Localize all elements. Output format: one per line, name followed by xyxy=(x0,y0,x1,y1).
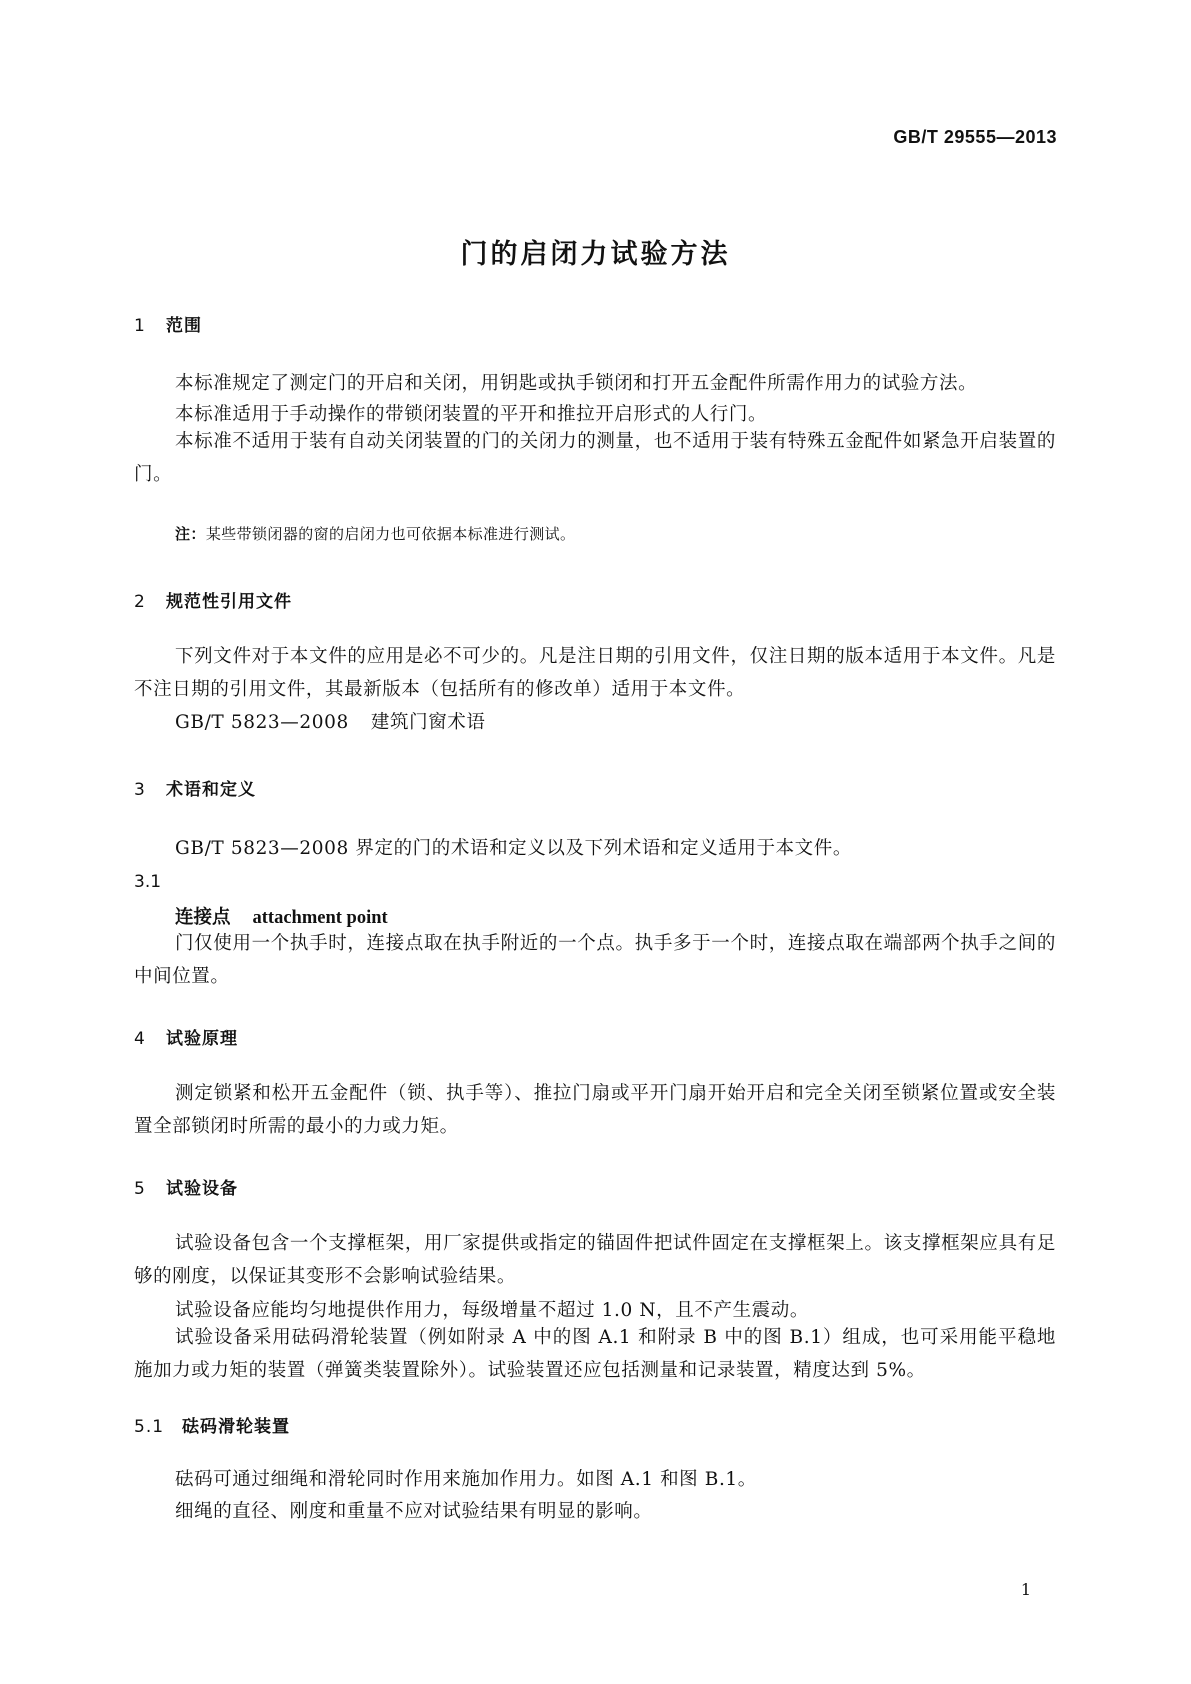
paragraph: GB/T 5823—2008 界定的门的术语和定义以及下列术语和定义适用于本文件。 xyxy=(175,838,852,859)
section-number: 5.1 xyxy=(134,1417,165,1437)
paragraph: 本标准规定了测定门的开启和关闭，用钥匙或执手锁闭和打开五金配件所需作用力的试验方法。 xyxy=(175,373,978,394)
note-text: 某些带锁闭器的窗的启闭力也可依据本标准进行测试。 xyxy=(205,525,576,543)
section-4-heading xyxy=(134,1024,238,1049)
clause-number: 3.1 xyxy=(134,872,162,892)
section-title: 规范性引用文件 xyxy=(166,592,292,612)
note xyxy=(175,523,575,544)
normative-reference xyxy=(175,708,486,734)
paragraph: 砝码可通过细绳和滑轮同时作用来施加作用力。如图 A.1 和图 B.1。 xyxy=(175,1469,757,1490)
section-title: 范围 xyxy=(166,316,202,336)
term-definition: 门仅使用一个执手时，连接点取在执手附近的一个点。执手多于一个时，连接点取在端部两个执手之间的中间位置。 xyxy=(134,933,1056,987)
section-number: 3 xyxy=(134,780,146,800)
section-number: 1 xyxy=(134,316,146,336)
section-number: 2 xyxy=(134,592,146,612)
term-entry xyxy=(175,903,388,929)
paragraph: 细绳的直径、刚度和重量不应对试验结果有明显的影响。 xyxy=(175,1501,653,1522)
paragraph: 试验设备应能均匀地提供作用力，每级增量不超过 1.0 N，且不产生震动。 xyxy=(175,1300,809,1321)
paragraph: 试验设备包含一个支撑框架，用厂家提供或指定的锚固件把试件固定在支撑框架上。该支撑框架应具有足够的刚度，以保证其变形不会影响试验结果。 xyxy=(134,1233,1056,1287)
paragraph: 本标准适用于手动操作的带锁闭装置的平开和推拉开启形式的人行门。 xyxy=(175,404,768,425)
standard-number: GB/T 29555—2013 xyxy=(893,127,1057,147)
section-5-heading xyxy=(134,1174,238,1199)
document-title: 门的启闭力试验方法 xyxy=(460,239,731,270)
reference-title: 建筑门窗术语 xyxy=(370,712,486,733)
section-title: 试验原理 xyxy=(166,1029,238,1049)
paragraph: 下列文件对于本文件的应用是必不可少的。凡是注日期的引用文件，仅注日期的版本适用于本文件。凡是不注日期的引用文件，其最新版本（包括所有的修改单）适用于本文件。 xyxy=(134,646,1056,700)
section-title: 砝码滑轮装置 xyxy=(182,1417,290,1437)
section-3-heading xyxy=(134,775,256,800)
section-2-heading xyxy=(134,587,292,612)
section-number: 5 xyxy=(134,1179,146,1199)
paragraph: 本标准不适用于装有自动关闭装置的门的关闭力的测量，也不适用于装有特殊五金配件如紧急开启装置的门。 xyxy=(134,431,1056,485)
paragraph: 测定锁紧和松开五金配件（锁、执手等）、推拉门扇或平开门扇开始开启和完全关闭至锁紧位置或安全装置全部锁闭时所需的最小的力或力矩。 xyxy=(134,1083,1056,1137)
page-number: 1 xyxy=(1020,1580,1031,1599)
section-1-heading xyxy=(134,311,202,336)
reference-code: GB/T 5823—2008 xyxy=(175,712,349,733)
paragraph: 试验设备采用砝码滑轮装置（例如附录 A 中的图 A.1 和附录 B 中的图 B.1）组成，也可采用能平稳地施加力或力矩的装置（弹簧类装置除外）。试验装置还应包括测量和记录装置，精度达到 5%。 xyxy=(134,1327,1056,1381)
note-label: 注： xyxy=(175,525,206,543)
term-english: attachment point xyxy=(252,908,388,928)
section-number: 4 xyxy=(134,1029,146,1049)
section-title: 试验设备 xyxy=(166,1179,238,1199)
section-title: 术语和定义 xyxy=(166,780,256,800)
section-5-1-heading xyxy=(134,1412,290,1437)
term-chinese: 连接点 xyxy=(175,907,231,928)
